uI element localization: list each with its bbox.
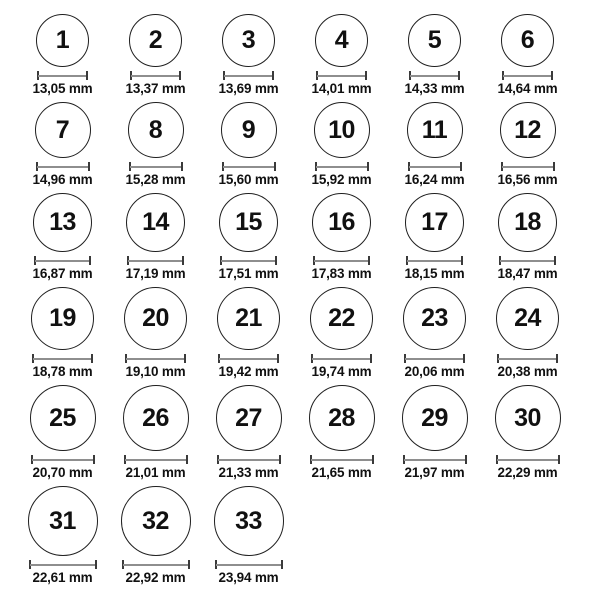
measure-line [30, 564, 96, 566]
ring-size-item [295, 287, 388, 379]
ring-circle [501, 14, 554, 67]
ring-size-item [202, 193, 295, 281]
diameter-measure [496, 455, 560, 464]
measure-line [497, 459, 559, 461]
measure-right-tick [272, 71, 274, 80]
ring-size-item [481, 385, 574, 480]
ring-size-item [295, 102, 388, 187]
measure-right-tick [367, 162, 369, 171]
ring-size-number: 1 [55, 26, 70, 54]
diameter-label: 13,05 mm [32, 81, 93, 96]
diameter-label: 17,83 mm [311, 266, 372, 281]
ring-size-number: 20 [142, 304, 169, 332]
ring-circle [129, 14, 182, 67]
diameter-label: 21,65 mm [311, 465, 372, 480]
ring-size-item [109, 193, 202, 281]
diameter-label: 19,10 mm [125, 364, 186, 379]
measure-right-tick [188, 560, 190, 569]
diameter-label: 21,01 mm [125, 465, 186, 480]
measure-line [311, 459, 373, 461]
ring-circle [36, 14, 89, 67]
measure-right-tick [179, 71, 181, 80]
ring-circle [35, 102, 91, 158]
ring-circle [496, 287, 559, 350]
diameter-label: 15,28 mm [125, 172, 186, 187]
ring-circle [219, 193, 278, 252]
diameter-measure [130, 71, 181, 80]
diameter-measure [217, 455, 281, 464]
ring-size-number: 7 [55, 115, 70, 144]
diameter-label: 22,61 mm [32, 570, 93, 585]
measure-line [407, 260, 462, 262]
ring-size-item [388, 193, 481, 281]
diameter-measure [215, 560, 283, 569]
ring-size-number: 31 [49, 506, 76, 535]
ring-size-number: 4 [334, 26, 349, 54]
diameter-measure [36, 162, 90, 171]
measure-right-tick [551, 71, 553, 80]
measure-right-tick [556, 354, 558, 363]
ring-size-number: 10 [328, 115, 355, 144]
ring-circle [498, 193, 557, 252]
ring-size-item [202, 385, 295, 480]
ring-circle [33, 193, 92, 252]
ring-circle [495, 385, 561, 451]
ring-size-number: 16 [328, 208, 355, 236]
diameter-measure [127, 256, 184, 265]
measure-line [223, 166, 275, 168]
diameter-label: 23,94 mm [218, 570, 279, 585]
measure-line [130, 166, 182, 168]
diameter-label: 16,56 mm [497, 172, 558, 187]
ring-size-number: 26 [142, 403, 169, 432]
measure-right-tick [370, 354, 372, 363]
diameter-measure [37, 71, 88, 80]
diameter-measure [408, 162, 462, 171]
ring-size-item [109, 486, 202, 585]
diameter-label: 17,19 mm [125, 266, 186, 281]
ring-size-item [16, 287, 109, 379]
ring-circle [312, 193, 371, 252]
diameter-label: 14,01 mm [311, 81, 372, 96]
measure-right-tick [91, 354, 93, 363]
ring-size-item [388, 14, 481, 96]
diameter-label: 21,33 mm [218, 465, 279, 480]
ring-size-item [109, 287, 202, 379]
ring-size-number: 14 [142, 208, 169, 236]
measure-right-tick [88, 162, 90, 171]
diameter-label: 22,29 mm [497, 465, 558, 480]
ring-size-item [202, 102, 295, 187]
diameter-measure [125, 354, 186, 363]
diameter-measure [502, 71, 553, 80]
ring-size-number: 15 [235, 208, 262, 236]
diameter-label: 14,33 mm [404, 81, 465, 96]
ring-circle [309, 385, 375, 451]
measure-line [221, 260, 276, 262]
ring-size-number: 32 [142, 506, 169, 535]
measure-line [316, 166, 368, 168]
measure-line [317, 75, 366, 77]
diameter-measure [403, 455, 467, 464]
diameter-label: 13,37 mm [125, 81, 186, 96]
diameter-measure [501, 162, 555, 171]
ring-circle [214, 486, 284, 556]
ring-size-item [388, 385, 481, 480]
diameter-label: 20,38 mm [497, 364, 558, 379]
diameter-label: 20,70 mm [32, 465, 93, 480]
ring-size-item [202, 486, 295, 585]
measure-line [125, 459, 187, 461]
measure-right-tick [274, 162, 276, 171]
ring-circle [408, 14, 461, 67]
ring-size-number: 27 [235, 403, 262, 432]
measure-right-tick [463, 354, 465, 363]
ring-circle [314, 102, 370, 158]
measure-line [216, 564, 282, 566]
measure-right-tick [461, 256, 463, 265]
ring-size-item [481, 287, 574, 379]
ring-size-item [16, 102, 109, 187]
ring-size-number: 13 [49, 208, 76, 236]
diameter-measure [34, 256, 91, 265]
measure-line [218, 459, 280, 461]
ring-circle [123, 385, 189, 451]
measure-right-tick [277, 354, 279, 363]
measure-right-tick [279, 455, 281, 464]
ring-size-item [295, 193, 388, 281]
ring-size-number: 11 [421, 115, 448, 144]
ring-size-number: 29 [421, 403, 448, 432]
measure-right-tick [182, 256, 184, 265]
ring-size-item [109, 385, 202, 480]
measure-line [128, 260, 183, 262]
measure-right-tick [281, 560, 283, 569]
ring-size-item [481, 14, 574, 96]
measure-line [405, 358, 464, 360]
ring-size-item [481, 193, 574, 281]
diameter-measure [218, 354, 279, 363]
diameter-label: 19,74 mm [311, 364, 372, 379]
measure-right-tick [93, 455, 95, 464]
measure-right-tick [184, 354, 186, 363]
ring-size-number: 24 [514, 304, 541, 332]
diameter-label: 20,06 mm [404, 364, 465, 379]
ring-size-item [295, 14, 388, 96]
diameter-label: 18,47 mm [497, 266, 558, 281]
diameter-measure [316, 71, 367, 80]
diameter-label: 15,60 mm [218, 172, 279, 187]
measure-line [35, 260, 90, 262]
ring-size-item [295, 385, 388, 480]
ring-size-number: 5 [427, 26, 442, 54]
ring-size-number: 8 [148, 115, 163, 144]
ring-circle [222, 14, 275, 67]
ring-size-number: 2 [148, 26, 163, 54]
diameter-measure [315, 162, 369, 171]
ring-size-item [388, 102, 481, 187]
ring-circle [124, 287, 187, 350]
diameter-measure [129, 162, 183, 171]
ring-circle [31, 287, 94, 350]
diameter-label: 14,64 mm [497, 81, 558, 96]
diameter-measure [409, 71, 460, 80]
diameter-measure [32, 354, 93, 363]
measure-line [123, 564, 189, 566]
ring-size-number: 19 [49, 304, 76, 332]
measure-line [126, 358, 185, 360]
ring-circle [28, 486, 98, 556]
ring-circle [405, 193, 464, 252]
measure-line [37, 166, 89, 168]
ring-size-item [109, 102, 202, 187]
diameter-measure [122, 560, 190, 569]
diameter-measure [29, 560, 97, 569]
diameter-measure [31, 455, 95, 464]
measure-right-tick [554, 256, 556, 265]
diameter-label: 22,92 mm [125, 570, 186, 585]
measure-right-tick [181, 162, 183, 171]
ring-circle [217, 287, 280, 350]
ring-size-number: 12 [514, 115, 541, 144]
measure-line [500, 260, 555, 262]
ring-size-item [202, 287, 295, 379]
measure-line [404, 459, 466, 461]
diameter-measure [310, 455, 374, 464]
measure-line [312, 358, 371, 360]
ring-size-item [109, 14, 202, 96]
measure-line [38, 75, 87, 77]
measure-right-tick [368, 256, 370, 265]
diameter-label: 16,24 mm [404, 172, 465, 187]
measure-line [131, 75, 180, 77]
measure-right-tick [365, 71, 367, 80]
diameter-label: 21,97 mm [404, 465, 465, 480]
measure-line [503, 75, 552, 77]
ring-size-item [16, 14, 109, 96]
diameter-measure [124, 455, 188, 464]
measure-line [314, 260, 369, 262]
diameter-label: 19,42 mm [218, 364, 279, 379]
measure-right-tick [558, 455, 560, 464]
ring-circle [221, 102, 277, 158]
diameter-measure [404, 354, 465, 363]
ring-size-number: 9 [241, 115, 256, 144]
ring-circle [128, 102, 184, 158]
ring-size-number: 28 [328, 403, 355, 432]
measure-line [409, 166, 461, 168]
ring-size-number: 17 [421, 208, 448, 236]
ring-size-number: 25 [49, 403, 76, 432]
ring-circle [121, 486, 191, 556]
measure-right-tick [86, 71, 88, 80]
ring-size-number: 21 [235, 304, 262, 332]
ring-circle [30, 385, 96, 451]
diameter-measure [313, 256, 370, 265]
measure-line [410, 75, 459, 77]
ring-size-item [202, 14, 295, 96]
ring-circle [407, 102, 463, 158]
measure-line [224, 75, 273, 77]
ring-circle [500, 102, 556, 158]
ring-size-number: 22 [328, 304, 355, 332]
ring-circle [403, 287, 466, 350]
diameter-measure [223, 71, 274, 80]
diameter-label: 15,92 mm [311, 172, 372, 187]
measure-line [219, 358, 278, 360]
ring-size-number: 3 [241, 26, 256, 54]
diameter-label: 17,51 mm [218, 266, 279, 281]
ring-size-item [16, 486, 109, 585]
measure-right-tick [465, 455, 467, 464]
diameter-measure [497, 354, 558, 363]
measure-line [502, 166, 554, 168]
diameter-label: 14,96 mm [32, 172, 93, 187]
ring-circle [216, 385, 282, 451]
diameter-label: 16,87 mm [32, 266, 93, 281]
ring-circle [315, 14, 368, 67]
measure-right-tick [460, 162, 462, 171]
diameter-measure [222, 162, 276, 171]
measure-right-tick [372, 455, 374, 464]
measure-line [32, 459, 94, 461]
ring-size-item [481, 102, 574, 187]
ring-size-item [16, 385, 109, 480]
measure-right-tick [186, 455, 188, 464]
ring-size-number: 18 [514, 208, 541, 236]
ring-size-number: 33 [235, 506, 262, 535]
measure-line [33, 358, 92, 360]
ring-circle [126, 193, 185, 252]
measure-right-tick [553, 162, 555, 171]
ring-size-number: 23 [421, 304, 448, 332]
measure-right-tick [95, 560, 97, 569]
measure-line [498, 358, 557, 360]
diameter-measure [311, 354, 372, 363]
diameter-measure [220, 256, 277, 265]
ring-size-number: 30 [514, 403, 541, 432]
ring-size-item [388, 287, 481, 379]
diameter-label: 18,78 mm [32, 364, 93, 379]
measure-right-tick [275, 256, 277, 265]
measure-right-tick [458, 71, 460, 80]
measure-right-tick [89, 256, 91, 265]
diameter-measure [499, 256, 556, 265]
diameter-measure [406, 256, 463, 265]
ring-size-item [16, 193, 109, 281]
ring-circle [310, 287, 373, 350]
diameter-label: 13,69 mm [218, 81, 279, 96]
ring-circle [402, 385, 468, 451]
diameter-label: 18,15 mm [404, 266, 465, 281]
ring-size-number: 6 [520, 26, 535, 54]
